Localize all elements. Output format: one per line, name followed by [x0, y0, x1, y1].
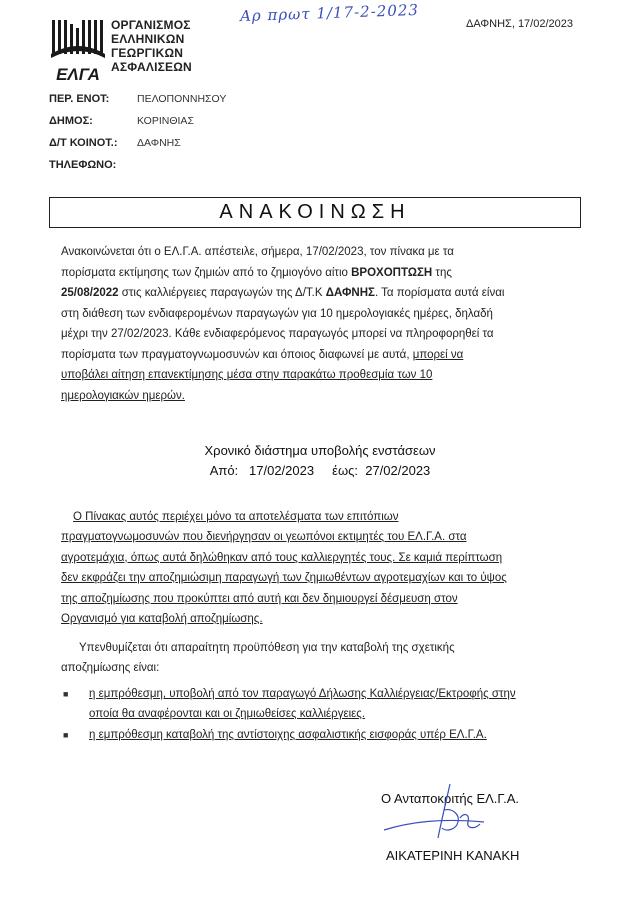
signatory-role: Ο Ανταποκριτής ΕΛ.Γ.Α.	[381, 791, 520, 806]
per-enot-label: ΠΕΡ. ΕΝΟΤ:	[49, 93, 110, 105]
telephone-label: ΤΗΛΕΦΩΝΟ:	[49, 159, 117, 171]
place-date: ΔΑΦΝΗΣ, 17/02/2023	[466, 18, 573, 30]
org-name-line-3: ΓΕΩΡΓΙΚΩΝ	[111, 46, 184, 60]
para3-line: αποζημίωσης είναι:	[61, 662, 160, 674]
elga-logo	[49, 18, 107, 84]
handwritten-signature	[380, 778, 490, 848]
para1-underlined: μπορεί να	[412, 348, 464, 361]
para2-line: Ο Πίνακας αυτός περιέχει μόνο τα αποτελέσματα των επιτόπιων	[73, 511, 399, 523]
dimos-label: ΔΗΜΟΣ:	[49, 115, 93, 127]
para2-line: πραγματογνωμοσυνών που διενήργησαν οι γεωπόνοι εκτιμητές του ΕΛ.Γ.Α. στα	[61, 531, 467, 543]
to-label: έως:	[332, 463, 358, 478]
period-dates	[60, 463, 580, 478]
period-heading: Χρονικό διάστημα υποβολής ενστάσεων	[204, 443, 436, 458]
para1-line: μέχρι την 27/02/2023. Κάθε ενδιαφερόμενος παραγωγός μπορεί να πληροφορηθεί τα	[61, 328, 494, 340]
bullet-marker: ■	[63, 730, 69, 740]
dimos-value: ΚΟΡΙΝΘΙΑΣ	[137, 115, 194, 127]
announcement-title-box	[49, 197, 581, 228]
per-enot-value: ΠΕΛΟΠΟΝΝΗΣΟΥ	[137, 93, 227, 105]
svg-text:ΕΛΓΑ: ΕΛΓΑ	[56, 65, 100, 84]
event-date-bold: 25/08/2022	[61, 287, 119, 299]
para2-line: Οργανισμό για καταβολή αποζημίωσης.	[61, 613, 263, 625]
para1-line: υποβάλει αίτηση επανεκτίμησης μέσα στην παρακάτω προθεσμία των 10	[61, 369, 433, 381]
announcement-title: ΑΝΑΚΟΙΝΩΣΗ	[219, 201, 411, 223]
koinot-value: ΔΑΦΝΗΣ	[137, 137, 181, 149]
bullet-marker: ■	[63, 689, 69, 699]
paragraph-3	[61, 638, 575, 659]
para2-line: δεν εκφράζει την αποζημιώσιμη παραγωγή των ζημιωθέντων αγροτεμαχίων και το ύψος	[61, 572, 507, 584]
community-bold: ΔΑΦΝΗΣ	[325, 287, 375, 299]
handwritten-protocol-note: Αρ πρωτ 1/17-2-2023	[239, 0, 420, 26]
para1-line: 25/08/2022 στις καλλιέργειες παραγωγών της Δ/Τ.Κ ΔΑΦΝΗΣ. Τα πορίσματα αυτά είναι	[61, 287, 505, 299]
para3-line: Υπενθυμίζεται ότι απαραίτητη προϋπόθεση για την καταβολή της σχετικής	[79, 642, 455, 654]
para1-line: Ανακοινώνεται ότι ο ΕΛ.Γ.Α. απέστειλε, σήμερα, 17/02/2023, τον πίνακα με τα	[61, 246, 454, 258]
koinot-label: Δ/Τ ΚΟΙΝΟΤ.:	[49, 137, 118, 149]
para1-line: στη διάθεση των ενδιαφερομένων παραγωγών για 10 ημερολογιακές ημέρες, δηλαδή	[61, 307, 493, 320]
paragraph-1	[61, 242, 575, 406]
org-name-line-1: ΟΡΓΑΝΙΣΜΟΣ	[111, 18, 191, 32]
cause-bold: ΒΡΟΧΟΠΤΩΣΗ	[351, 266, 433, 279]
from-label: Από:	[209, 463, 239, 478]
org-name-line-2: ΕΛΛΗΝΙΚΩΝ	[111, 32, 185, 46]
para2-line: της αποζημίωσης που προκύπτει από αυτή και δεν δημιουργεί δέσμευση στον	[61, 592, 458, 605]
paragraph-2	[61, 507, 575, 528]
paragraph-2-cont	[61, 527, 575, 630]
para1-line: ημερολογιακών ημερών.	[61, 389, 185, 402]
org-name-line-4: ΑΣΦΑΛΙΣΕΩΝ	[111, 60, 192, 74]
bullet-item-1: η εμπρόθεσμη, υποβολή από τον παραγωγό Δήλωσης Καλλιέργειας/Εκτροφής στην οποία θα αναφέρονται και οι ζημιωθείσες καλλιέργειες.	[89, 688, 516, 720]
paragraph-3-cont	[61, 658, 575, 679]
bullet-item-2: η εμπρόθεσμη καταβολή της αντίστοιχης ασφαλιστικής εισφοράς υπέρ ΕΛ.Γ.Α.	[89, 729, 487, 741]
para1-line: πορίσματα εκτίμησης των ζημιών από το ζημιογόνο αίτιο ΒΡΟΧΟΠΤΩΣΗ της	[61, 266, 452, 279]
para1-line: πορίσματα των πραγματογνωμοσυνών και όποιος διαφωνεί με αυτά, μπορεί να	[61, 348, 464, 361]
to-date: 27/02/2023	[365, 463, 431, 478]
signatory-name: ΑΙΚΑΤΕΡΙΝΗ ΚΑΝΑΚΗ	[386, 848, 520, 863]
from-date: 17/02/2023	[249, 463, 315, 478]
para2-line: αγροτεμάχια, όπως αυτά δηλώθηκαν από τους καλλιεργητές τους. Σε καμιά περίπτωση	[61, 551, 503, 564]
